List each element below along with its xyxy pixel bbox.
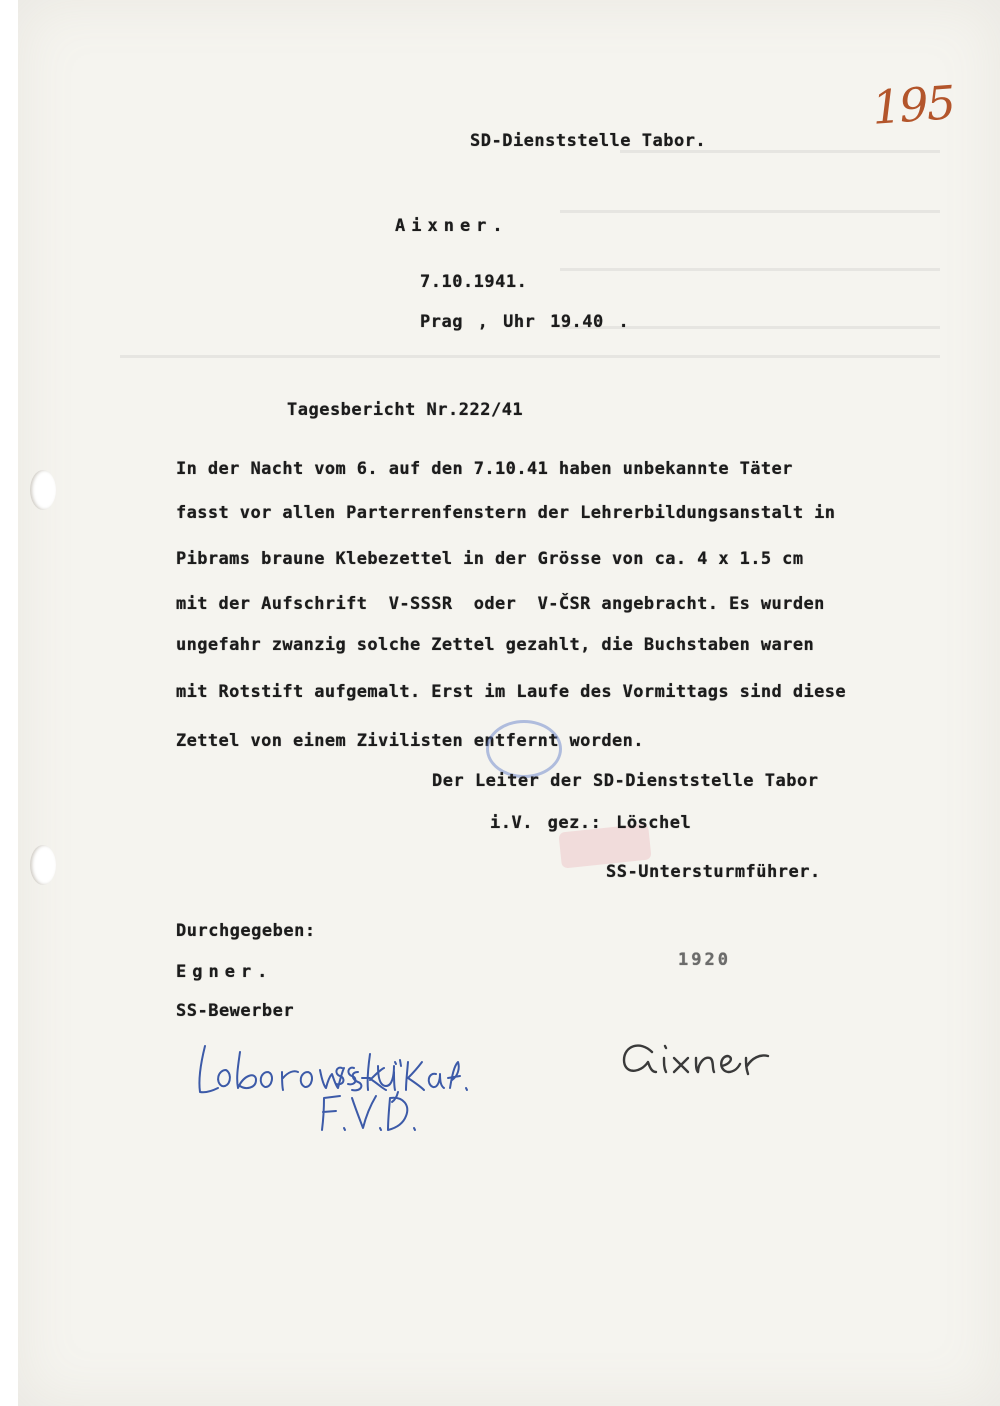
body-line: ungefahr zwanzig solche Zettel gezahlt, die Buchstaben waren	[176, 635, 815, 655]
transmitted-label: Durchgegeben:	[176, 921, 316, 941]
author-name: Aixner.	[395, 216, 509, 236]
signature-office-line: Der Leiter der SD-Dienststelle Tabor	[432, 771, 819, 791]
body-line: mit der Aufschrift V-SSSR oder V-ČSR angebracht. Es wurden	[176, 594, 825, 614]
report-title: Tagesbericht Nr.222/41	[287, 400, 524, 420]
office-heading: SD-Dienststelle Tabor.	[470, 131, 707, 151]
folio-number: 195	[870, 75, 956, 135]
body-line: In der Nacht vom 6. auf den 7.10.41 haben unbekannte Täter	[176, 459, 793, 479]
stamp-mark: 1920	[678, 950, 731, 970]
body-line: mit Rotstift aufgemalt. Erst im Laufe des Vormittags sind diese	[176, 682, 846, 702]
place-time: Prag , Uhr 19.40 .	[420, 312, 630, 332]
signature-name-line: i.V. gez.: Löschel	[490, 813, 692, 833]
body-line: fasst vor allen Parterrenfenstern der Lehrerbildungsanstalt in	[176, 503, 836, 523]
transmitted-by-rank: SS-Bewerber	[176, 1001, 295, 1021]
document-date: 7.10.1941.	[420, 272, 528, 292]
body-line: Pibrams braune Klebezettel in der Grösse von ca. 4 x 1.5 cm	[176, 549, 804, 569]
transmitted-by-name: Egner.	[176, 962, 274, 982]
signature-rank-line: SS-Untersturmführer.	[606, 862, 821, 882]
body-line: Zettel von einem Zivilisten entfernt worden.	[176, 731, 644, 751]
